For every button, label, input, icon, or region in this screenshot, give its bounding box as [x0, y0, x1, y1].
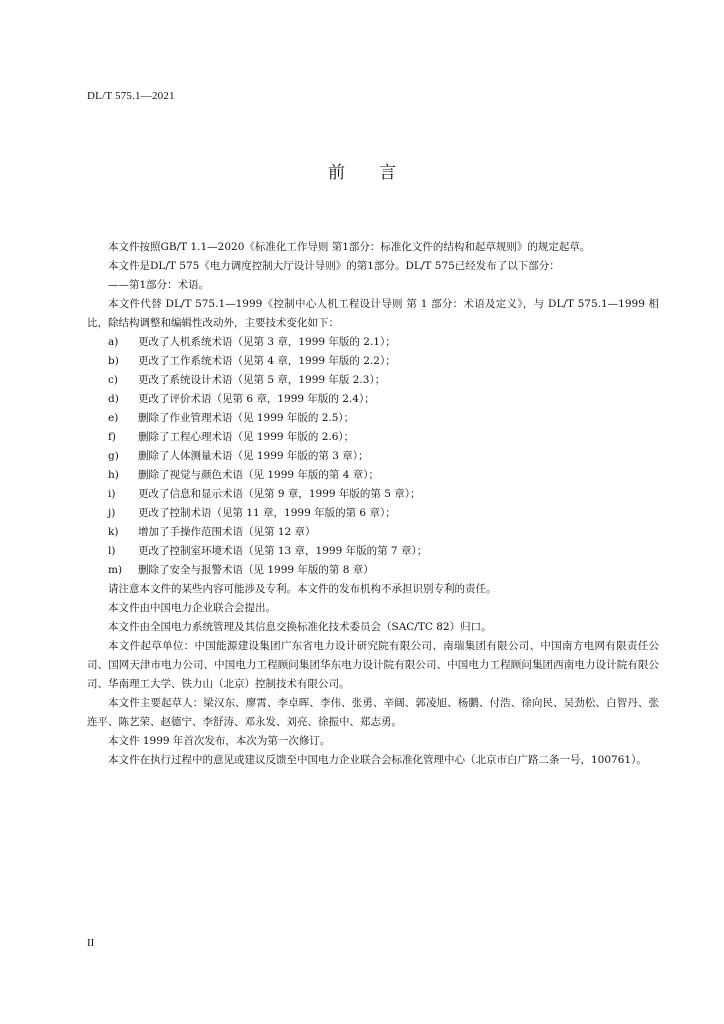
list-item [87, 447, 659, 466]
paragraph-drafting-rules: 本文件按照GB/T 1.1—2020《标准化工作导则 第1部分：标准化文件的结构和起草规则》的规定起草。 [108, 241, 591, 253]
list-text: 更改了工作系统术语（见第 4 章，1999 年版的 2.2）； [138, 355, 396, 367]
list-marker: j) [108, 507, 116, 519]
list-item [87, 333, 659, 352]
list-marker: d) [108, 393, 119, 405]
list-item [87, 523, 659, 542]
paragraph-proposed-by: 本文件由中国电力企业联合会提出。 [108, 602, 276, 614]
changes-list [87, 333, 659, 580]
list-item [87, 485, 659, 504]
list-marker: k) [108, 526, 119, 538]
list-marker: c) [108, 374, 118, 386]
list-item [87, 504, 659, 523]
list-text: 删除了安全与报警术语（见 1999 年版的第 8 章） [138, 564, 374, 576]
paragraph-patent-notice: 请注意本文件的某些内容可能涉及专利。本文件的发布机构不承担识别专利的责任。 [108, 583, 497, 595]
paragraph-history: 本文件 1999 年首次发布，本次为第一次修订。 [108, 735, 331, 747]
paragraph-drafting-units: 本文件起草单位：中国能源建设集团广东省电力设计研究院有限公司、南瑞集团有限公司、中国南方电网有限责任公司、国网天津市电力公司、中国电力工程顾问集团华东电力设计院有限公司、中国电力工程顾问集团西南电力设计院有限公司、华南理工大学、铁力山（北京）控制技术有限公司。 [87, 640, 659, 690]
list-marker: b) [108, 355, 119, 367]
list-item [87, 371, 659, 390]
paragraph-drafters: 本文件主要起草人：梁汉东、廖霄、李卓晖、李伟、张勇、辛阔、郭凌旭、杨鹏、付浩、徐向民、吴劲松、白智丹、张连平、陈艺荣、赵德宁、李舒涛、邓永发、刘亮、徐振中、郑志勇。 [87, 697, 659, 728]
list-marker: h) [108, 469, 119, 481]
list-text: 删除了视觉与颜色术语（见 1999 年版的第 4 章）； [138, 469, 380, 481]
list-text: 删除了工程心理术语（见 1999 年版的 2.6）； [138, 431, 355, 443]
list-item [87, 428, 659, 447]
paragraph-replaces: 本文件代替 DL/T 575.1—1999《控制中心人机工程设计导则 第 1 部分：术语及定义》，与 DL/T 575.1—1999 相比，除结构调整和编辑性改动外，主要技术变化如下： [87, 298, 659, 329]
list-marker: l) [108, 545, 116, 557]
list-item [87, 352, 659, 371]
list-text: 删除了作业管理术语（见 1999 年版的 2.5）； [138, 412, 355, 424]
list-item [87, 390, 659, 409]
list-text: 更改了控制室环境术语（见第 13 章，1999 年版的第 7 章）； [138, 545, 428, 557]
list-text: 更改了信息和显示术语（见第 9 章，1999 年版的第 5 章）； [138, 488, 421, 500]
page-title: 前言 [328, 163, 430, 183]
list-text: 增加了手操作范围术语（见第 12 章） [138, 526, 316, 538]
paragraph-managed-by: 本文件由全国电力系统管理及其信息交换标准化技术委员会（SAC/TC 82）归口。 [108, 621, 492, 633]
list-marker: m) [108, 564, 123, 576]
list-item [87, 561, 659, 580]
standard-code: DL/T 575.1—2021 [87, 90, 175, 102]
list-item [87, 466, 659, 485]
list-item [87, 409, 659, 428]
paragraph-feedback: 本文件在执行过程中的意见或建议反馈至中国电力企业联合会标准化管理中心（北京市白广路二条一号，100761）。 [108, 754, 647, 766]
body-text [87, 238, 659, 770]
list-marker: f) [108, 431, 116, 443]
list-text: 删除了人体测量术语（见 1999 年版的第 3 章）； [138, 450, 369, 462]
list-text: 更改了系统设计术语（见第 5 章，1999 年版 2.3）； [138, 374, 386, 386]
list-marker: g) [108, 450, 119, 462]
list-text: 更改了控制术语（见第 11 章，1999 年版的第 6 章）； [138, 507, 396, 519]
list-marker: i) [108, 488, 116, 500]
list-text: 更改了评价术语（见第 6 章，1999 年版的 2.4）； [138, 393, 375, 405]
list-text: 更改了人机系统术语（见第 3 章，1999 年版的 2.1）； [138, 336, 396, 348]
part-list-item: ——第1部分：术语。 [108, 279, 210, 291]
list-marker: a) [108, 336, 119, 348]
list-item [87, 542, 659, 561]
paragraph-part-info: 本文件是DL/T 575《电力调度控制大厅设计导则》的第1部分。DL/T 575已经发布了以下部分： [108, 260, 560, 272]
page-number: II [87, 937, 95, 949]
list-marker: e) [108, 412, 119, 424]
